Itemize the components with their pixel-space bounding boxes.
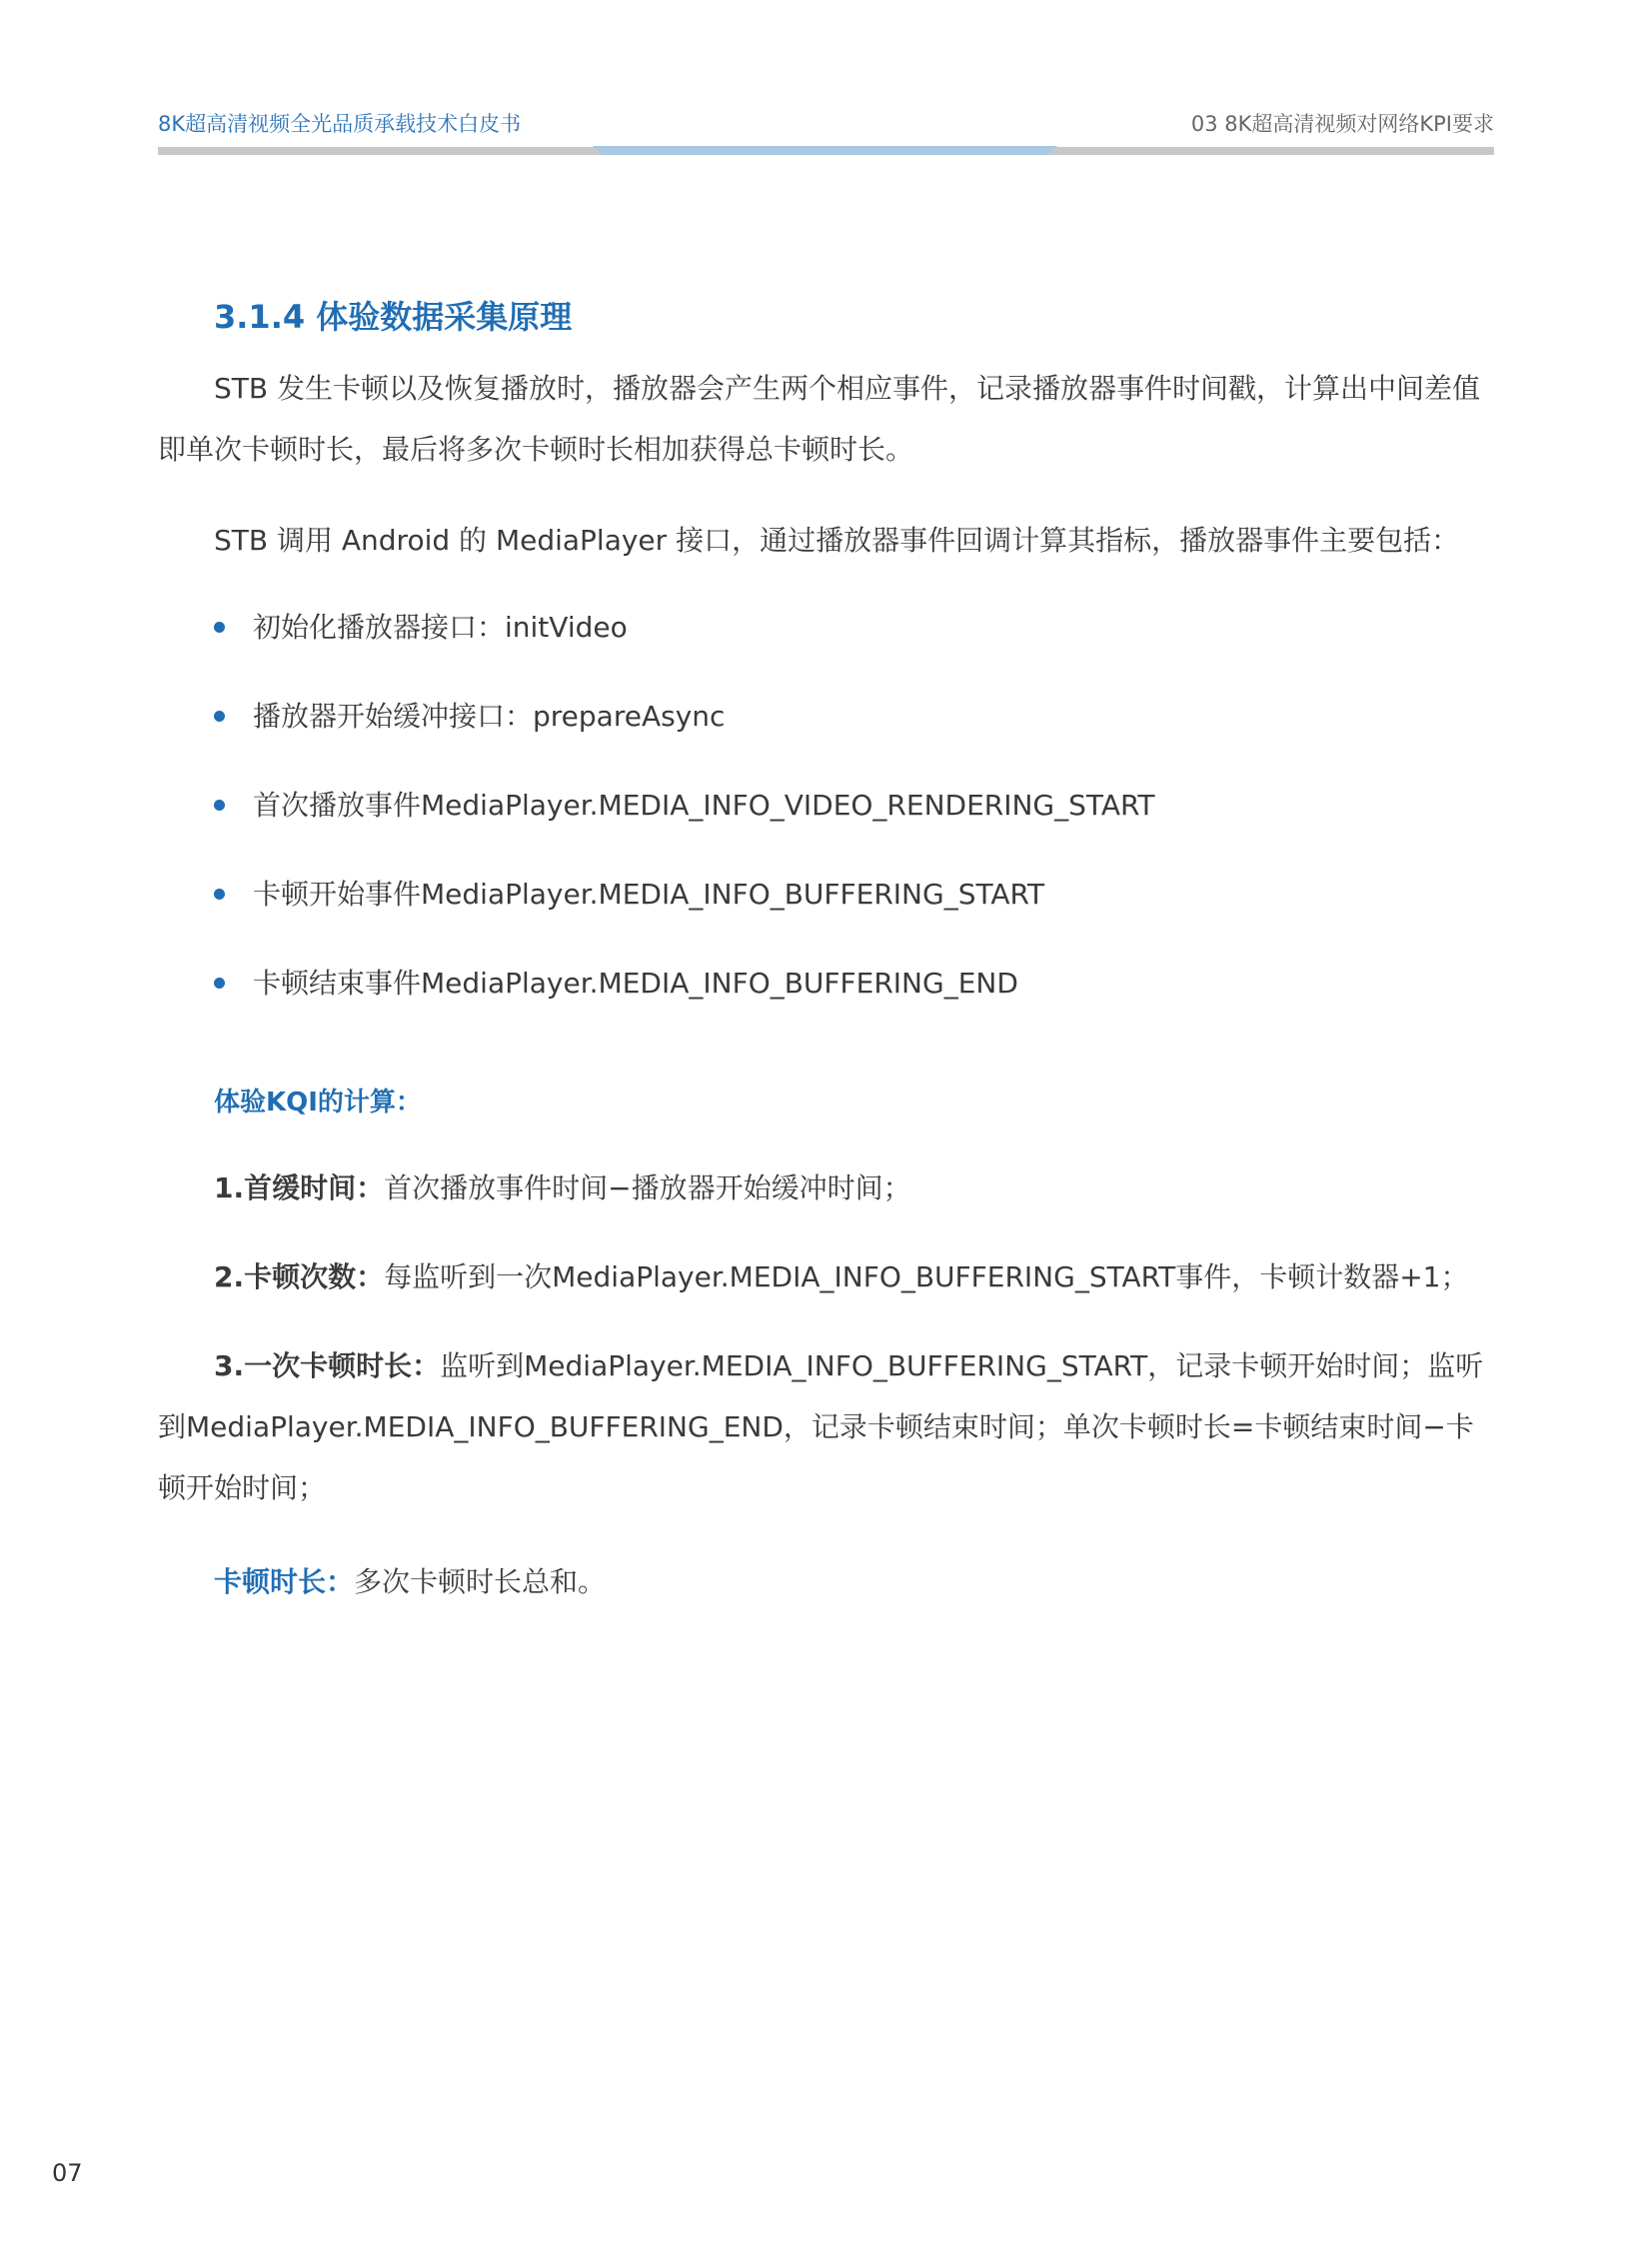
bullet-dot-icon	[214, 978, 225, 989]
kqi-heading: 体验KQI的计算：	[214, 1088, 422, 1118]
kqi-item-label: 3.一次卡顿时长：	[214, 1349, 441, 1382]
bullet-dot-icon	[214, 800, 225, 811]
list-item-text: 初始化播放器接口：initVideo	[253, 611, 628, 644]
bullet-dot-icon	[214, 889, 225, 900]
kqi-item	[158, 1335, 1497, 1518]
kqi-item	[158, 1551, 1497, 1612]
list-item-text: 卡顿开始事件MediaPlayer.MEDIA_INFO_BUFFERING_START	[253, 878, 1045, 911]
bullet-dot-icon	[214, 622, 225, 633]
list-item	[214, 608, 628, 648]
list-item-text: 首次播放事件MediaPlayer.MEDIA_INFO_VIDEO_RENDERING_START	[253, 789, 1155, 822]
kqi-item-label: 卡顿时长：	[214, 1565, 355, 1598]
body-paragraph: STB 发生卡顿以及恢复播放时，播放器会产生两个相应事件，记录播放器事件时间戳，计算出中间差值即单次卡顿时长，最后将多次卡顿时长相加获得总卡顿时长。	[158, 372, 1480, 466]
section-title: 3.1.4 体验数据采集原理	[214, 298, 573, 336]
body-paragraph: STB 调用 Android 的 MediaPlayer 接口，通过播放器事件回调计算其指标，播放器事件主要包括：	[214, 524, 1460, 557]
list-item-text: 播放器开始缓冲接口：prepareAsync	[253, 700, 726, 733]
kqi-item-label: 2.卡顿次数：	[214, 1260, 385, 1293]
header-chapter-title: 03 8K超高清视频对网络KPI要求	[1190, 112, 1494, 136]
kqi-item	[158, 1157, 1497, 1218]
page-number: 07	[52, 2159, 83, 2187]
kqi-item-text: 每监听到一次MediaPlayer.MEDIA_INFO_BUFFERING_START事件，卡顿计数器+1；	[384, 1260, 1469, 1293]
bullet-dot-icon	[214, 711, 225, 722]
kqi-item	[158, 1246, 1497, 1307]
kqi-item-text: 监听到MediaPlayer.MEDIA_INFO_BUFFERING_START，记录卡顿开始时间；监听到MediaPlayer.MEDIA_INFO_BUFFERING_END，记录卡顿结束时间；单次卡顿时长=卡顿结束时间−卡顿开始时间；	[158, 1349, 1484, 1504]
header-divider	[158, 146, 1494, 156]
list-item-text: 卡顿结束事件MediaPlayer.MEDIA_INFO_BUFFERING_END	[253, 967, 1018, 1000]
list-item	[214, 964, 1018, 1004]
list-item	[214, 697, 725, 737]
list-item	[214, 786, 1155, 826]
kqi-item-label: 1.首缓时间：	[214, 1171, 385, 1204]
kqi-item-text: 首次播放事件时间−播放器开始缓冲时间；	[384, 1171, 911, 1204]
list-item	[214, 875, 1044, 915]
header-document-title: 8K超高清视频全光品质承载技术白皮书	[158, 112, 522, 136]
kqi-item-text: 多次卡顿时长总和。	[354, 1565, 607, 1598]
